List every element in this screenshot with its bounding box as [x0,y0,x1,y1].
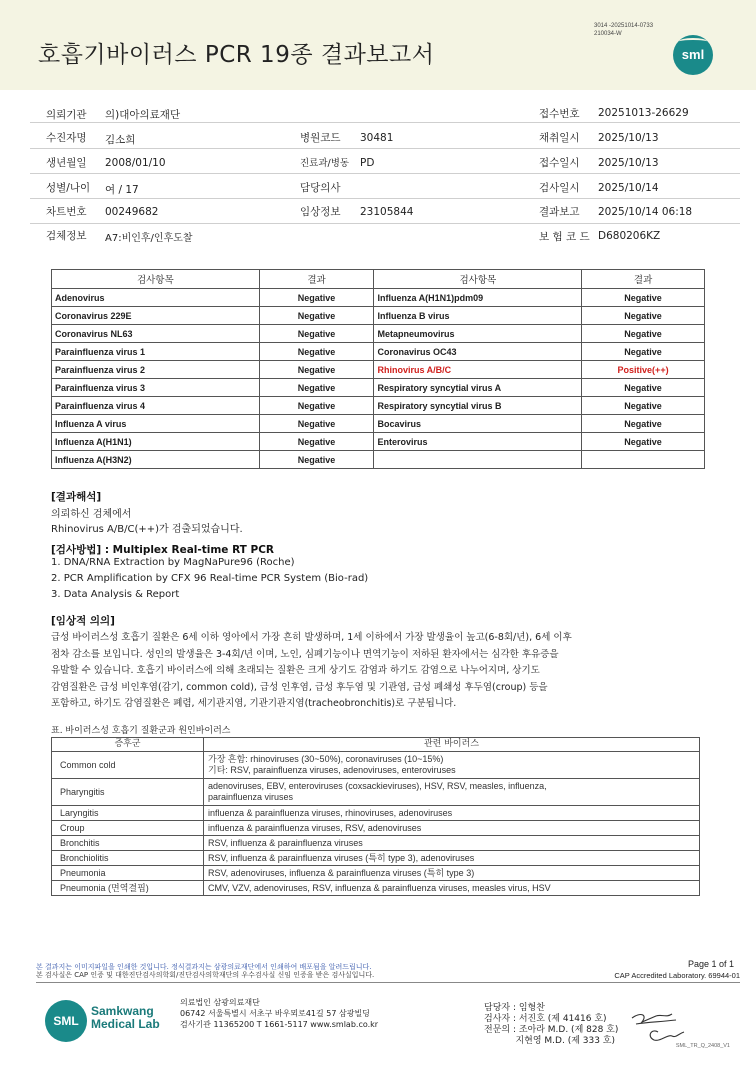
clinical-info-label: 임상정보 [300,206,341,218]
test-item: Respiratory syncytial virus B [374,397,582,415]
specimen-value: A7:비인후/인후도찰 [105,233,193,244]
test-result: Negative [259,289,374,307]
divider [30,223,740,224]
table-row [52,343,705,361]
sex-age-value: 여 / 17 [105,184,139,196]
divider [30,148,740,149]
test-result: Negative [259,307,374,325]
test-result: Negative [259,379,374,397]
test-result: Negative [259,451,374,469]
virus-header-row [52,738,700,752]
table-row [52,851,700,866]
test-item: Coronavirus NL63 [52,325,260,343]
institution-value: 의)대아의료재단 [105,109,181,121]
interpretation-line: 의뢰하신 검체에서 [51,509,132,520]
document-code: 3014 -20251014-0733 210034-W [594,23,654,37]
table-row [52,779,700,806]
test-item: Coronavirus 229E [52,307,260,325]
virus-cell: 가장 흔함: rhinoviruses (30~50%), coronaviruses (10~15%) 기타: RSV, parainfluenza viruses, adenoviruses, enteroviruses [204,752,700,779]
test-result: Negative [259,361,374,379]
test-item: Influenza A(H3N2) [52,451,260,469]
test-result: Negative [582,415,705,433]
syndrome-cell: Laryngitis [52,806,204,821]
virus-table [51,737,700,896]
test-item: Influenza B virus [374,307,582,325]
institution-label: 의뢰기관 [46,109,87,121]
results-table [51,269,705,469]
table-row [52,289,705,307]
test-item [374,451,582,469]
table-row [52,752,700,779]
method-heading: [검사방법] : Multiplex Real-time RT PCR [51,544,274,556]
table-row [52,361,705,379]
divider [30,122,740,123]
table-row [52,806,700,821]
test-item-positive: Rhinovirus A/B/C [374,361,582,379]
table-row [52,415,705,433]
clinical-line: 급성 바이러스성 호흡기 질환은 6세 이하 영아에서 가장 흔히 발생하며, 1세 이하에서 가장 발생율이 높고(6-8회/년), 6세 이후 [51,632,572,643]
table-row [52,397,705,415]
results-header-row [52,270,705,289]
receipt-date-label: 접수일시 [539,157,580,169]
syndrome-cell: Pneumonia [52,866,204,881]
doctor-label: 담당의사 [300,182,341,194]
image-notice: 본 결과지는 이미지파일을 인쇄한 것입니다. 정식결과지는 삼광의료재단에서 인쇄하여 배포됨을 알려드립니다. [36,963,372,971]
syndrome-cell: Bronchiolitis [52,851,204,866]
test-result: Negative [582,307,705,325]
syndrome-cell: Pharyngitis [52,779,204,806]
sex-age-label: 성별/나이 [46,182,91,194]
test-result [582,451,705,469]
test-result: Negative [259,325,374,343]
clinical-line: 유발할 수 있습니다. 호흡기 바이러스에 의해 초래되는 질환은 크게 상기도 감염과 하기도 감염으로 나누어지며, 상기도 [51,665,540,676]
virus-cell: CMV, VZV, adenoviruses, RSV, influenza & parainfluenza viruses, measles virus, HSV [204,881,700,896]
table-row [52,379,705,397]
receipt-no-label: 접수번호 [539,108,580,120]
sml-logo-icon: sml [673,35,713,75]
chart-no-value: 00249682 [105,206,159,218]
header-related-virus: 관련 바이러스 [204,738,700,752]
method-step: 3. Data Analysis & Report [51,589,180,600]
header-test-item: 검사항목 [52,270,260,289]
virus-cell: influenza & parainfluenza viruses, rhinoviruses, adenoviruses [204,806,700,821]
table-row [52,433,705,451]
test-result: Negative [582,289,705,307]
specimen-label: 검체정보 [46,230,87,242]
table-row [52,821,700,836]
test-date-value: 2025/10/14 [598,182,659,194]
clinical-info-value: 23105844 [360,206,414,218]
table-row [52,836,700,851]
test-item: Bocavirus [374,415,582,433]
test-result: Negative [582,343,705,361]
dept-label: 진료과/병동 [300,158,350,169]
hospital-code-value: 30481 [360,132,394,144]
sml-logo-icon: SML [45,1000,87,1042]
virus-cell: adenoviruses, EBV, enteroviruses (coxsackieviruses), HSV, RSV, measles, influenza, parainfluenza viruses [204,779,700,806]
insurance-value: D680206KZ [598,230,661,242]
test-result: Negative [582,433,705,451]
clinical-line: 점차 감소를 보입니다. 성인의 발생율은 3-4회/년 이며, 노인, 심폐기능이나 면역기능이 저하된 환자에서는 심각한 후유증을 [51,649,559,660]
method-step: 1. DNA/RNA Extraction by MagNaPure96 (Roche) [51,557,295,568]
cap-notice: 본 검사실은 CAP 인증 및 대한진단검사의학회/진단검사의학재단의 우수검사실 신임 인증을 받은 검사실입니다. [36,971,375,979]
report-date-label: 결과보고 [539,206,580,218]
collect-date-label: 채취일시 [539,132,580,144]
report-title: 호흡기바이러스 PCR 19종 결과보고서 [38,42,435,68]
lab-address: 의료법인 삼광의료재단 06742 서울특별시 서초구 바우뫼로41길 57 삼광빌딩 검사기관 11365200 T 1661-5117 www.smlab.co.kr [180,998,379,1029]
header-syndrome: 증후군 [52,738,204,752]
chart-no-label: 차트번호 [46,206,87,218]
report-date-value: 2025/10/14 06:18 [598,206,693,218]
cap-accreditation: CAP Accredited Laboratory. 69944-01 [614,971,740,980]
signatories: 담당자 : 임형찬 검사자 : 서진호 (제 41416 호) 전문의 : 조아라 M.D. (제 828 호) 지현영 M.D. (제 333 호) [484,1003,619,1046]
test-result: Negative [259,433,374,451]
test-result: Negative [259,397,374,415]
test-result: Negative [582,379,705,397]
test-result: Negative [582,325,705,343]
syndrome-cell: Croup [52,821,204,836]
dob-value: 2008/01/10 [105,157,166,169]
receipt-date-value: 2025/10/13 [598,157,659,169]
test-item: Influenza A virus [52,415,260,433]
interpretation-line: Rhinovirus A/B/C(++)가 검출되었습니다. [51,524,243,535]
test-item: Adenovirus [52,289,260,307]
footer-divider [36,982,740,983]
virus-cell: RSV, influenza & parainfluenza viruses (특히 type 3), adenoviruses [204,851,700,866]
test-item: Parainfluenza virus 2 [52,361,260,379]
syndrome-cell: Bronchitis [52,836,204,851]
test-item: Parainfluenza virus 3 [52,379,260,397]
test-result-positive: Positive(++) [582,361,705,379]
table-row [52,881,700,896]
test-item: Respiratory syncytial virus A [374,379,582,397]
test-item: Influenza A(H1N1) [52,433,260,451]
insurance-label: 보 험 코 드 [539,231,590,243]
patient-label: 수진자명 [46,132,87,144]
header-test-item: 검사항목 [374,270,582,289]
clinical-line: 감염질환은 급성 비인후염(감기, common cold), 급성 인후염, 급성 후두염 및 기관염, 급성 폐쇄성 후두염(croup) 등을 [51,682,548,693]
header-result: 결과 [259,270,374,289]
lab-name: Samkwang Medical Lab [91,1004,160,1031]
virus-cell: influenza & parainfluenza viruses, RSV, adenoviruses [204,821,700,836]
virus-cell: RSV, adenoviruses, influenza & parainfluenza viruses (특히 type 3) [204,866,700,881]
test-item: Influenza A(H1N1)pdm09 [374,289,582,307]
syndrome-cell: Common cold [52,752,204,779]
method-step: 2. PCR Amplification by CFX 96 Real-time PCR System (Bio-rad) [51,573,369,584]
test-result: Negative [582,397,705,415]
test-item: Parainfluenza virus 1 [52,343,260,361]
table-row [52,325,705,343]
test-item: Coronavirus OC43 [374,343,582,361]
patient-value: 김소희 [105,134,136,146]
syndrome-cell: Pneumonia (면역결핍) [52,881,204,896]
table-row [52,307,705,325]
signature-icon [628,1010,688,1044]
test-result: Negative [259,343,374,361]
divider [30,173,740,174]
dob-label: 생년월일 [46,157,87,169]
test-item: Enterovirus [374,433,582,451]
interpretation-heading: [결과해석] [51,491,102,503]
page-number: Page 1 of 1 [687,959,734,969]
table-row [52,866,700,881]
virus-cell: RSV, influenza & parainfluenza viruses [204,836,700,851]
dept-value: PD [360,157,375,169]
test-result: Negative [259,415,374,433]
form-code: SML_TR_Q_2408_V1 [675,1043,730,1049]
test-item: Parainfluenza virus 4 [52,397,260,415]
collect-date-value: 2025/10/13 [598,132,659,144]
header-result: 결과 [582,270,705,289]
table-row [52,451,705,469]
test-item: Metapneumovirus [374,325,582,343]
divider [30,198,740,199]
clinical-line: 포함하고, 하기도 감염질환은 폐렴, 세기관지염, 기관기관지염(tracheobronchitis)로 구분됩니다. [51,698,457,709]
virus-table-caption: 표. 바이러스성 호흡기 질환군과 원인바이러스 [51,726,231,736]
test-date-label: 검사일시 [539,182,580,194]
clinical-heading: [임상적 의의] [51,615,115,627]
receipt-no-value: 20251013-26629 [598,107,689,119]
hospital-code-label: 병원코드 [300,132,341,144]
